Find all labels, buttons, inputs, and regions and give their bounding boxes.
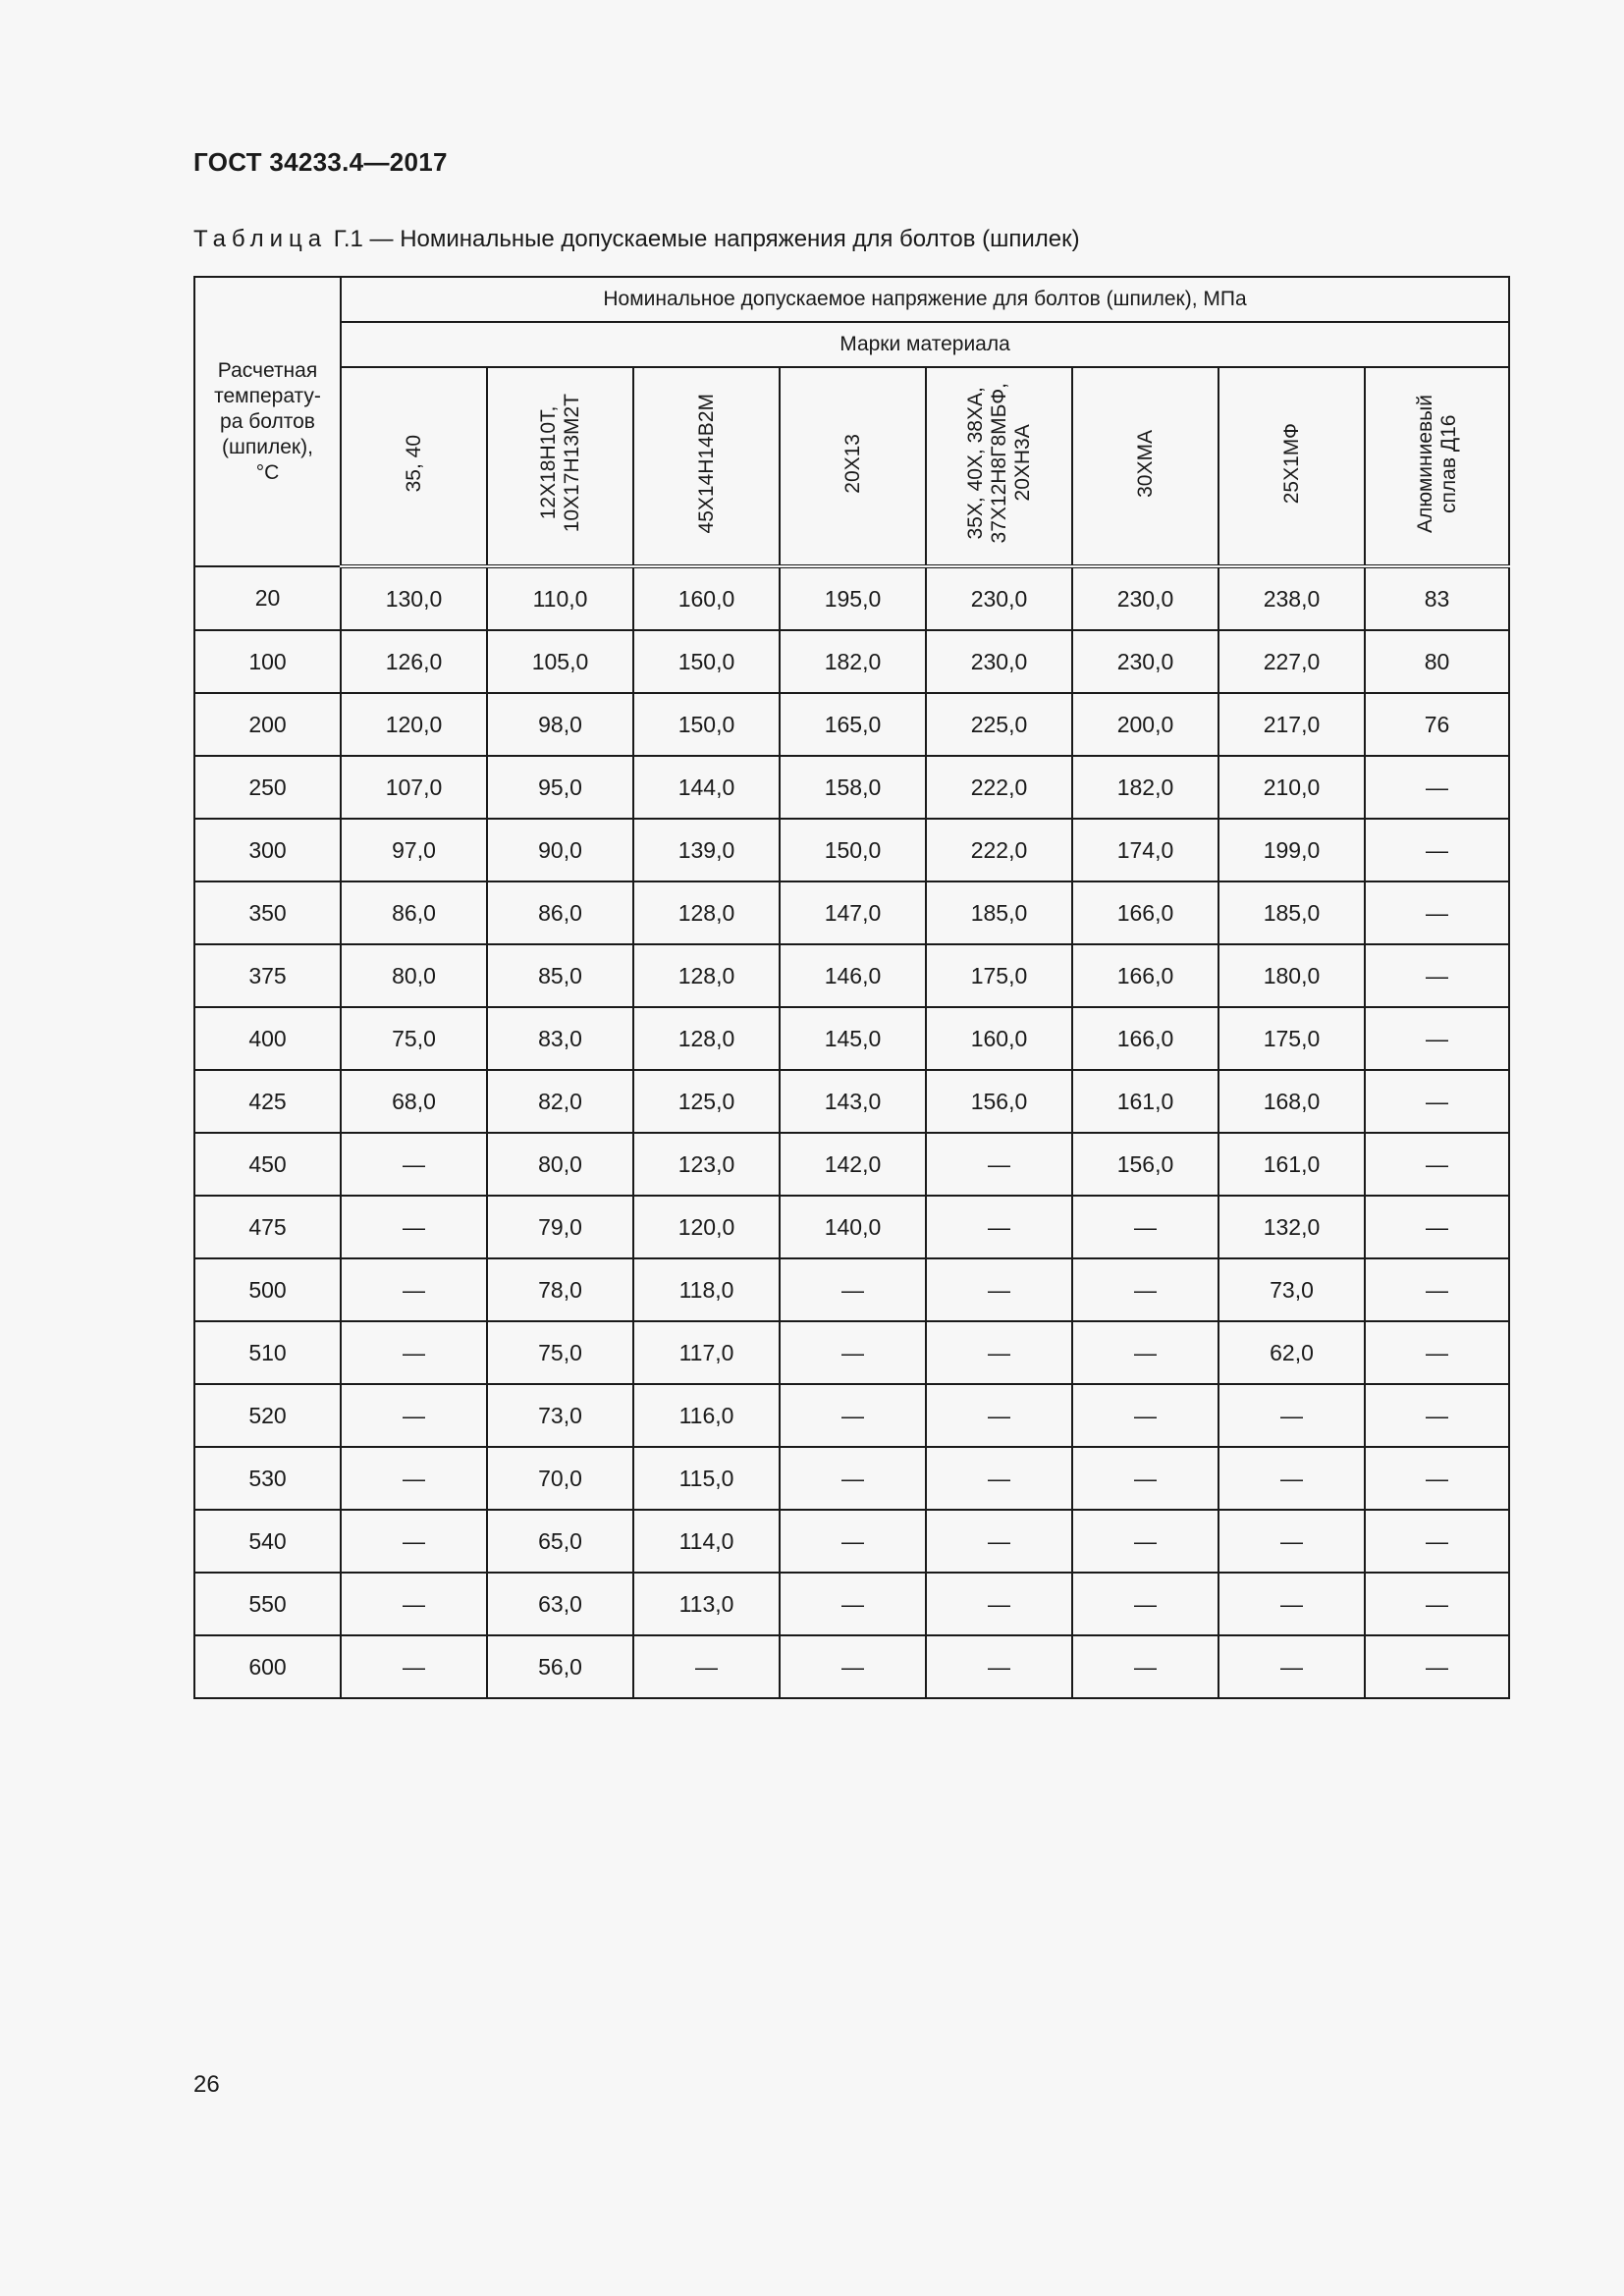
stress-value-cell: — [341, 1635, 487, 1698]
stress-value-cell: — [1365, 756, 1509, 819]
stress-value-cell: — [926, 1447, 1072, 1510]
stress-value-cell: 110,0 [487, 566, 633, 630]
column-header [341, 367, 487, 566]
stress-value-cell: 98,0 [487, 693, 633, 756]
stress-value-cell: — [1365, 1384, 1509, 1447]
stress-value-cell: 156,0 [926, 1070, 1072, 1133]
stress-value-cell: — [780, 1635, 926, 1698]
column-header [633, 367, 780, 566]
stress-value-cell: — [926, 1258, 1072, 1321]
stress-value-cell: 145,0 [780, 1007, 926, 1070]
table-row [194, 693, 1509, 756]
stress-value-cell: — [1072, 1196, 1218, 1258]
stress-value-cell: 130,0 [341, 566, 487, 630]
stress-value-cell: 199,0 [1218, 819, 1365, 881]
table-row [194, 1258, 1509, 1321]
temperature-cell: 375 [194, 944, 341, 1007]
stress-value-cell: 200,0 [1072, 693, 1218, 756]
stress-value-cell: — [780, 1447, 926, 1510]
stress-value-cell: 182,0 [1072, 756, 1218, 819]
stress-value-cell: 222,0 [926, 756, 1072, 819]
stress-value-cell: 116,0 [633, 1384, 780, 1447]
table-row [194, 1133, 1509, 1196]
column-header-label: 30ХМА [1133, 429, 1157, 498]
stress-value-cell: 147,0 [780, 881, 926, 944]
stress-value-cell: 117,0 [633, 1321, 780, 1384]
stress-value-cell: — [1365, 819, 1509, 881]
stress-value-cell: 128,0 [633, 1007, 780, 1070]
table-row [194, 566, 1509, 630]
temperature-cell: 530 [194, 1447, 341, 1510]
stress-value-cell: 180,0 [1218, 944, 1365, 1007]
stress-value-cell: — [1218, 1447, 1365, 1510]
stress-value-cell: 65,0 [487, 1510, 633, 1573]
stress-value-cell: 156,0 [1072, 1133, 1218, 1196]
stress-value-cell: — [1072, 1635, 1218, 1698]
temperature-cell: 540 [194, 1510, 341, 1573]
stress-value-cell: — [780, 1573, 926, 1635]
stress-value-cell: 150,0 [633, 630, 780, 693]
table-row [194, 1007, 1509, 1070]
stress-value-cell: 90,0 [487, 819, 633, 881]
table-row [194, 1510, 1509, 1573]
stress-value-cell: — [1365, 1133, 1509, 1196]
stress-value-cell: 144,0 [633, 756, 780, 819]
stress-value-cell: 75,0 [487, 1321, 633, 1384]
stress-value-cell: 210,0 [1218, 756, 1365, 819]
temperature-cell: 350 [194, 881, 341, 944]
stress-value-cell: 83 [1365, 566, 1509, 630]
temperature-cell: 20 [194, 566, 341, 630]
stress-value-cell: 107,0 [341, 756, 487, 819]
column-header [487, 367, 633, 566]
temperature-header-text: Расчетная температу- ра болтов (шпилек), °С [214, 358, 321, 484]
stress-value-cell: — [1072, 1258, 1218, 1321]
stress-value-cell: 80,0 [487, 1133, 633, 1196]
stress-value-cell: 230,0 [1072, 566, 1218, 630]
stress-value-cell: 161,0 [1072, 1070, 1218, 1133]
stress-value-cell: — [1218, 1510, 1365, 1573]
stress-value-cell: — [1218, 1384, 1365, 1447]
temperature-cell: 300 [194, 819, 341, 881]
temperature-cell: 550 [194, 1573, 341, 1635]
stress-value-cell: — [926, 1510, 1072, 1573]
stress-value-cell: 160,0 [926, 1007, 1072, 1070]
temperature-cell: 520 [194, 1384, 341, 1447]
temperature-header [194, 277, 341, 566]
stress-value-cell: 63,0 [487, 1573, 633, 1635]
stress-value-cell: — [341, 1196, 487, 1258]
stress-value-cell: 126,0 [341, 630, 487, 693]
temperature-cell: 200 [194, 693, 341, 756]
stress-value-cell: — [1365, 881, 1509, 944]
stress-value-cell: 73,0 [487, 1384, 633, 1447]
stress-value-cell: 166,0 [1072, 944, 1218, 1007]
stress-value-cell: 62,0 [1218, 1321, 1365, 1384]
stress-value-cell: 73,0 [1218, 1258, 1365, 1321]
table-row [194, 1573, 1509, 1635]
stress-value-cell: — [926, 1573, 1072, 1635]
table-row [194, 944, 1509, 1007]
stress-value-cell: 105,0 [487, 630, 633, 693]
stress-value-cell: 79,0 [487, 1196, 633, 1258]
table-row [194, 630, 1509, 693]
column-header [780, 367, 926, 566]
stress-value-cell: 56,0 [487, 1635, 633, 1698]
stress-value-cell: 150,0 [780, 819, 926, 881]
stress-value-cell: 230,0 [926, 566, 1072, 630]
stress-value-cell: 230,0 [1072, 630, 1218, 693]
stress-value-cell: 114,0 [633, 1510, 780, 1573]
temperature-cell: 475 [194, 1196, 341, 1258]
stress-value-cell: — [341, 1321, 487, 1384]
stress-value-cell: — [1365, 1447, 1509, 1510]
table-row [194, 1196, 1509, 1258]
temperature-cell: 510 [194, 1321, 341, 1384]
stress-value-cell: 222,0 [926, 819, 1072, 881]
column-header-label: 20Х13 [840, 433, 864, 494]
stress-value-cell: 238,0 [1218, 566, 1365, 630]
stress-value-cell: — [341, 1447, 487, 1510]
temperature-cell: 500 [194, 1258, 341, 1321]
stress-value-cell: 85,0 [487, 944, 633, 1007]
column-header [1365, 367, 1509, 566]
stress-value-cell: 115,0 [633, 1447, 780, 1510]
stress-value-cell: — [1218, 1635, 1365, 1698]
stress-value-cell: 195,0 [780, 566, 926, 630]
stress-value-cell: 128,0 [633, 944, 780, 1007]
stress-value-cell: — [1365, 1573, 1509, 1635]
stress-value-cell: 95,0 [487, 756, 633, 819]
stress-value-cell: 120,0 [341, 693, 487, 756]
temperature-cell: 100 [194, 630, 341, 693]
stress-value-cell: 125,0 [633, 1070, 780, 1133]
stress-value-cell: — [926, 1635, 1072, 1698]
stress-value-cell: 86,0 [341, 881, 487, 944]
stress-value-cell: 175,0 [1218, 1007, 1365, 1070]
stress-value-cell: 86,0 [487, 881, 633, 944]
table-row [194, 819, 1509, 881]
temperature-cell: 600 [194, 1635, 341, 1698]
stress-value-cell: 97,0 [341, 819, 487, 881]
stress-value-cell: — [780, 1384, 926, 1447]
stress-value-cell: 118,0 [633, 1258, 780, 1321]
stress-value-cell: 70,0 [487, 1447, 633, 1510]
stress-value-cell: 185,0 [1218, 881, 1365, 944]
stress-table [193, 276, 1510, 1699]
stress-value-cell: 160,0 [633, 566, 780, 630]
stress-value-cell: 113,0 [633, 1573, 780, 1635]
column-header-label: 45Х14Н14В2М [694, 393, 718, 534]
stress-value-cell: 132,0 [1218, 1196, 1365, 1258]
stress-value-cell: 150,0 [633, 693, 780, 756]
stress-value-cell: — [926, 1133, 1072, 1196]
stress-value-cell: — [1072, 1321, 1218, 1384]
stress-value-cell: — [341, 1384, 487, 1447]
stress-value-cell: 128,0 [633, 881, 780, 944]
stress-value-cell: — [780, 1258, 926, 1321]
stress-value-cell: — [341, 1133, 487, 1196]
stress-value-cell: — [926, 1196, 1072, 1258]
stress-value-cell: — [1072, 1510, 1218, 1573]
table-caption [193, 226, 1080, 253]
stress-value-cell: 158,0 [780, 756, 926, 819]
stress-value-cell: 76 [1365, 693, 1509, 756]
table-row [194, 1070, 1509, 1133]
column-header-label: Алюминиевый сплав Д16 [1413, 394, 1460, 533]
column-header-label: 12Х18Н10Т, 10Х17Н13М2Т [536, 394, 583, 533]
stress-value-cell: — [1072, 1573, 1218, 1635]
document-header: ГОСТ 34233.4—2017 [193, 147, 448, 177]
stress-value-cell: 83,0 [487, 1007, 633, 1070]
stress-value-cell: 166,0 [1072, 1007, 1218, 1070]
stress-value-cell: — [1072, 1447, 1218, 1510]
caption-label: Таблица [193, 226, 328, 252]
stress-value-cell: — [780, 1321, 926, 1384]
stress-value-cell: — [1365, 1070, 1509, 1133]
stress-value-cell: 165,0 [780, 693, 926, 756]
stress-value-cell: 166,0 [1072, 881, 1218, 944]
material-grades-header: Марки материала [341, 322, 1509, 367]
stress-value-cell: — [926, 1384, 1072, 1447]
column-header-label: 25Х1МФ [1279, 422, 1303, 505]
stress-value-cell: 146,0 [780, 944, 926, 1007]
table-row [194, 756, 1509, 819]
stress-value-cell: — [1365, 944, 1509, 1007]
table-row [194, 1635, 1509, 1698]
stress-value-cell: 140,0 [780, 1196, 926, 1258]
stress-value-cell: — [633, 1635, 780, 1698]
stress-value-cell: — [1365, 1510, 1509, 1573]
stress-value-cell: — [1365, 1321, 1509, 1384]
stress-value-cell: 174,0 [1072, 819, 1218, 881]
stress-value-cell: 168,0 [1218, 1070, 1365, 1133]
table-row [194, 881, 1509, 944]
stress-value-cell: 80 [1365, 630, 1509, 693]
page-number: 26 [193, 2071, 220, 2098]
stress-value-cell: 78,0 [487, 1258, 633, 1321]
stress-value-cell: 82,0 [487, 1070, 633, 1133]
column-header [926, 367, 1072, 566]
stress-value-cell: 225,0 [926, 693, 1072, 756]
stress-value-cell: 182,0 [780, 630, 926, 693]
temperature-cell: 400 [194, 1007, 341, 1070]
stress-value-cell: — [1072, 1384, 1218, 1447]
group-header: Номинальное допускаемое напряжение для болтов (шпилек), МПа [341, 277, 1509, 322]
column-header [1218, 367, 1365, 566]
stress-value-cell: — [1365, 1007, 1509, 1070]
column-header-label: 35Х, 40Х, 38ХА, 37Х12Н8Г8МБФ, 20ХН3А [963, 383, 1034, 544]
temperature-cell: 450 [194, 1133, 341, 1196]
stress-value-cell: — [341, 1573, 487, 1635]
stress-value-cell: 227,0 [1218, 630, 1365, 693]
stress-value-cell: 230,0 [926, 630, 1072, 693]
stress-value-cell: — [926, 1321, 1072, 1384]
stress-value-cell: — [1365, 1258, 1509, 1321]
temperature-cell: 425 [194, 1070, 341, 1133]
stress-value-cell: 142,0 [780, 1133, 926, 1196]
table-row [194, 1447, 1509, 1510]
stress-value-cell: 175,0 [926, 944, 1072, 1007]
stress-value-cell: 143,0 [780, 1070, 926, 1133]
stress-value-cell: — [1365, 1635, 1509, 1698]
stress-value-cell: 68,0 [341, 1070, 487, 1133]
stress-value-cell: 185,0 [926, 881, 1072, 944]
stress-value-cell: 75,0 [341, 1007, 487, 1070]
stress-value-cell: — [341, 1258, 487, 1321]
stress-value-cell: 123,0 [633, 1133, 780, 1196]
temperature-cell: 250 [194, 756, 341, 819]
column-header-label: 35, 40 [402, 434, 425, 493]
stress-value-cell: — [780, 1510, 926, 1573]
stress-value-cell: — [341, 1510, 487, 1573]
stress-value-cell: 120,0 [633, 1196, 780, 1258]
column-header [1072, 367, 1218, 566]
stress-value-cell: 161,0 [1218, 1133, 1365, 1196]
stress-value-cell: — [1365, 1196, 1509, 1258]
stress-value-cell: 80,0 [341, 944, 487, 1007]
table-row [194, 1321, 1509, 1384]
stress-value-cell: 217,0 [1218, 693, 1365, 756]
caption-text: Г.1 — Номинальные допускаемые напряжения для болтов (шпилек) [333, 226, 1080, 252]
stress-value-cell: 139,0 [633, 819, 780, 881]
stress-value-cell: — [1218, 1573, 1365, 1635]
table-row [194, 1384, 1509, 1447]
